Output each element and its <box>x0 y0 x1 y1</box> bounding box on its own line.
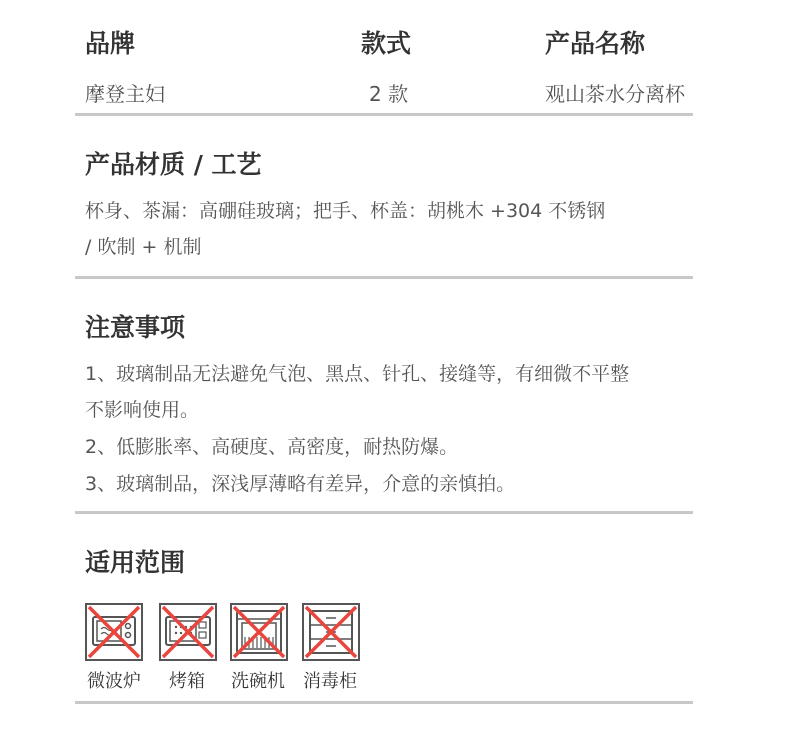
material-title: 产品材质 / 工艺 <box>85 150 262 179</box>
oven-icon <box>159 603 217 661</box>
brand-value: 摩登主妇 <box>85 82 165 106</box>
usage-title: 适用范围 <box>85 548 186 577</box>
notes-line-2: 不影响使用。 <box>85 399 200 421</box>
notes-line-1: 1、玻璃制品无法避免气泡、黑点、针孔、接缝等，有细微不平整 <box>85 363 630 385</box>
microwave-icon <box>85 603 143 661</box>
microwave-label: 微波炉 <box>87 671 141 692</box>
oven-label: 烤箱 <box>169 671 205 692</box>
divider-4 <box>75 701 693 704</box>
divider-1 <box>75 113 693 116</box>
notes-title: 注意事项 <box>85 313 186 342</box>
brand-header: 品牌 <box>85 29 136 58</box>
sterilizer-icon <box>302 603 360 661</box>
style-value: 2 款 <box>369 82 409 106</box>
notes-line-4: 3、玻璃制品，深浅厚薄略有差异，介意的亲慎拍。 <box>85 473 516 495</box>
sterilizer-label: 消毒柜 <box>303 671 357 692</box>
material-line-2: / 吹制 + 机制 <box>85 236 202 258</box>
divider-3 <box>75 511 693 514</box>
dishwasher-icon <box>230 603 288 661</box>
dishwasher-label: 洗碗机 <box>231 671 285 692</box>
product-name-value: 观山茶水分离杯 <box>545 82 685 106</box>
style-header: 款式 <box>361 29 412 58</box>
material-line-1: 杯身、茶漏：高硼硅玻璃；把手、杯盖：胡桃木 +304 不锈钢 <box>85 200 606 222</box>
divider-2 <box>75 276 693 279</box>
notes-line-3: 2、低膨胀率、高硬度、高密度，耐热防爆。 <box>85 436 459 458</box>
product-name-header: 产品名称 <box>545 29 646 58</box>
